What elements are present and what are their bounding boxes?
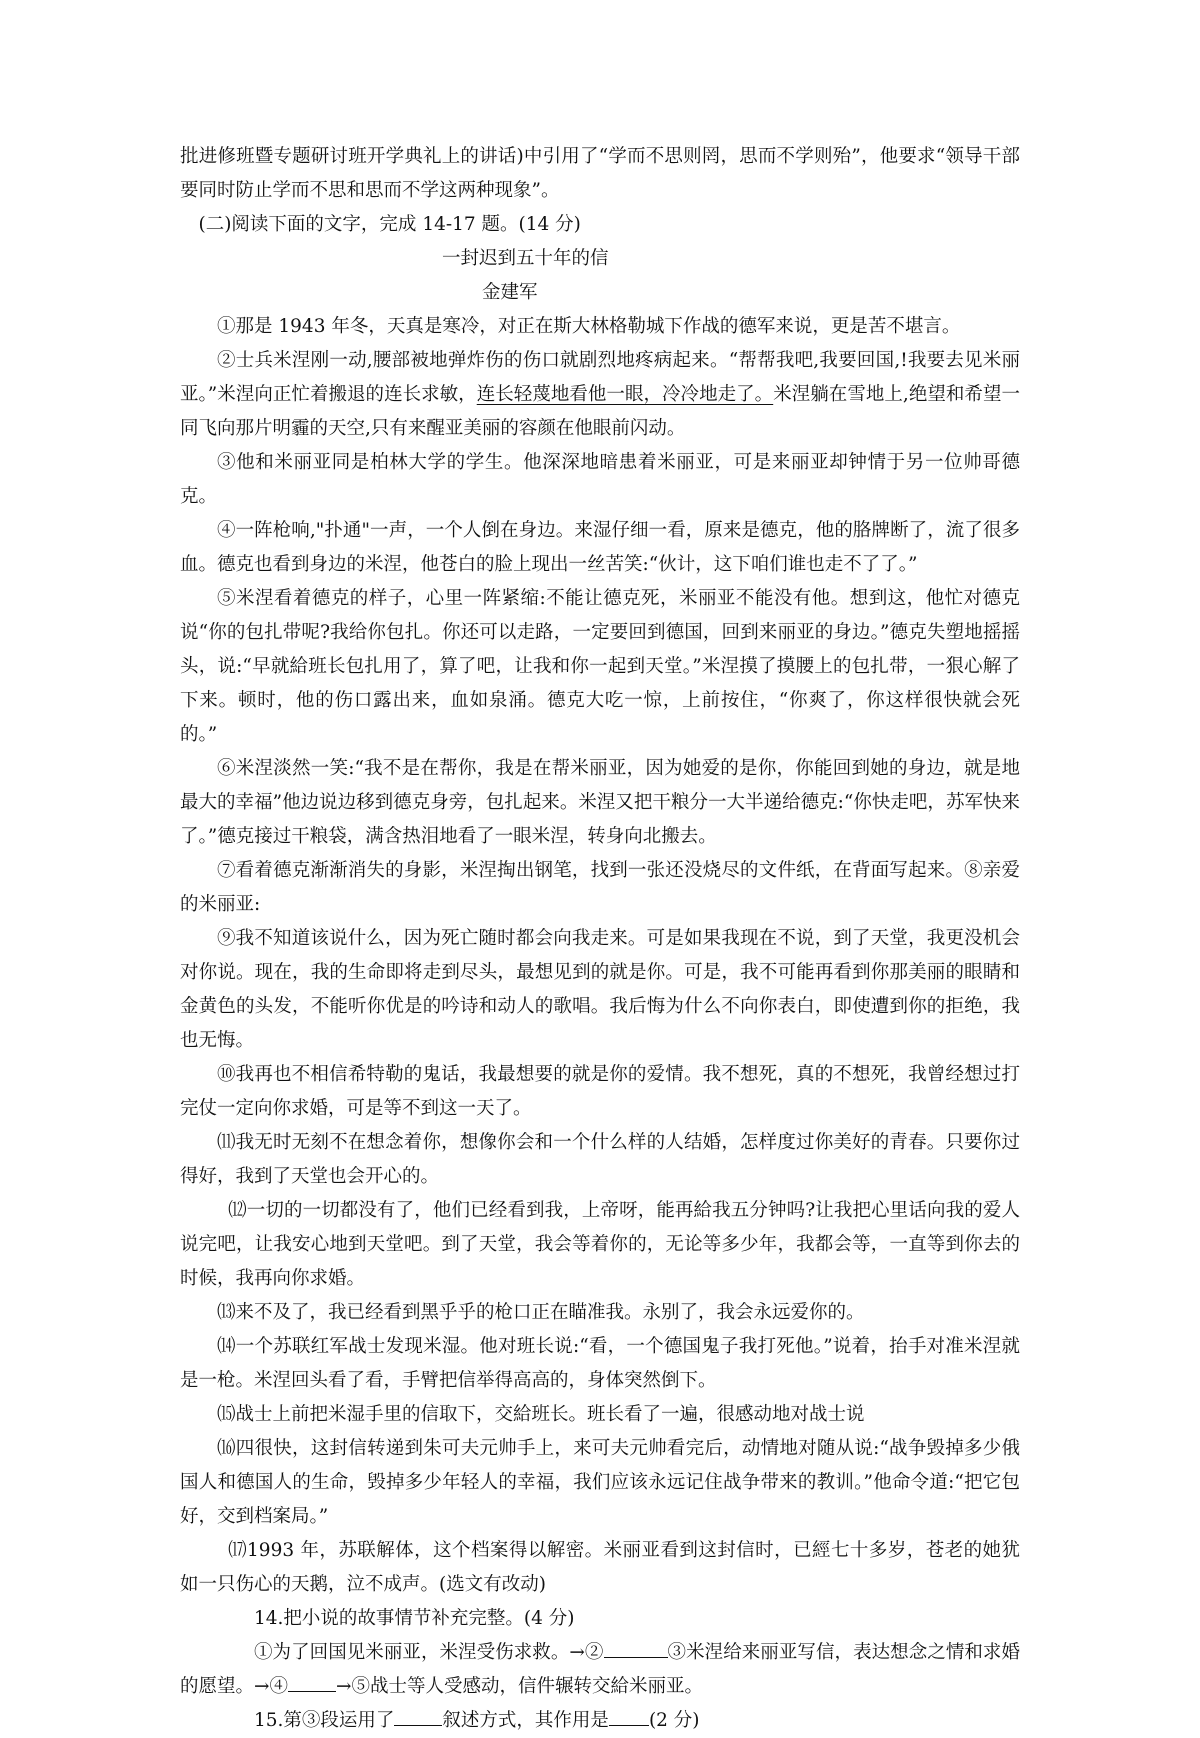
paragraph-3: ③他和米丽亚同是柏林大学的学生。他深深地暗患着米丽亚，可是来丽亚却钟情于另一位帅哥德克。 — [180, 452, 1020, 507]
paragraph-12: ⑿一切的一切都没有了，他们已经看到我，上帝呀，能再給我五分钟吗?让我把心里话向我的爱人说完吧，让我安心地到天堂吧。到了天堂，我会等着你的，无论等多少年，我都会等，一直等到你去的时候，我再向你求婚。 — [180, 1200, 1020, 1289]
answer-blank-effect[interactable] — [609, 1705, 649, 1726]
intro-paragraph: 批进修班暨专题研讨班开学典礼上的讲话)中引用了“学而不思则罔，思而不学则殆”，他要求“领导干部要同时防止学而不思和思而不学这两种现象”。 — [180, 146, 1020, 201]
paragraph-5: ⑤米涅看着德克的样子，心里一阵紧缩:不能让德克死，米丽亚不能没有他。想到这，他忙对德克说“你的包扎带呢?我给你包扎。你还可以走路，一定要回到德国，回到来丽亚的身边。”德克失塑地摇摇头，说:“早就給班长包扎用了，算了吧，让我和你一起到天堂。”米涅摸了摸腰上的包扎带，一狠心解了下来。顿时，他的伤口露出来，血如泉涌。德克大吃一惊，上前按住，“你爽了，你这样很快就会死的。” — [180, 588, 1020, 745]
paragraph-15: ⒂战士上前把米湿手里的信取下，交給班长。班长看了一遍，很感动地对战士说 — [217, 1404, 865, 1425]
question-15-part-b: 叙述方式，其作用是 — [442, 1710, 609, 1731]
question-15-part-a: 15.第③段运用了 — [254, 1710, 395, 1731]
section-header: (二)阅读下面的文字，完成 14-17 题。(14 分) — [198, 214, 581, 235]
paragraph-1: ①那是 1943 年冬，天真是寒冷，对正在斯大林格勒城下作战的德军来说，更是苦不堪言。 — [217, 316, 961, 337]
underlined-sentence: 连长轻蔑地看他一眼，冷冷地走了。 — [476, 384, 774, 405]
answer-blank-narration[interactable] — [394, 1705, 442, 1726]
paragraph-10: ⑩我再也不相信希特勒的鬼话，我最想要的就是你的爱情。我不想死，真的不想死，我曾经想过打完仗一定向你求婚，可是等不到这一天了。 — [180, 1064, 1020, 1119]
story-title: 一封迟到五十年的信 — [442, 248, 609, 269]
question-14-plot — [180, 1636, 1020, 1704]
question-14-item-c: →⑤战士等人受感动，信件辗转交給米丽亚。 — [336, 1676, 704, 1697]
question-14: 14.把小说的故事情节补充完整。(4 分) — [254, 1608, 575, 1629]
paragraph-17: ⒄1993 年，苏联解体，这个档案得以解密。米丽亚看到这封信时，已經七十多岁，苍老的她犹如一只伤心的天鹅，泣不成声。(选文有改动) — [180, 1540, 1020, 1595]
paragraph-2-part-a: ②士兵米涅刚一动,腰部被地弹炸伤的伤口就剧烈地疼病起来。“帮帮我吧,我要回国,!我要去见米丽亚。”米涅向正忙着搬退的连长求敏， — [180, 350, 1020, 405]
question-14-item-a: ①为了回国见米丽亚，米涅受伤求救。→② — [254, 1642, 604, 1663]
paragraph-2 — [180, 344, 1020, 446]
document-page — [180, 140, 1020, 1738]
story-author: 金建军 — [482, 282, 538, 303]
paragraph-14: ⒁一个苏联红军战士发现米湿。他对班长说:“看，一个德国鬼子我打死他。”说着，抬手对准米涅就是一枪。米涅回头看了看，手臂把信举得高高的，身体突然倒下。 — [180, 1336, 1020, 1391]
answer-blank-2[interactable] — [604, 1637, 668, 1658]
paragraph-2-part-b: 米涅躺在雪地上,绝望和希望一同飞向那片明霾的天空,只有来醒亚美丽的容颜在他眼前闪动。 — [180, 384, 1020, 439]
question-15-part-c: (2 分) — [648, 1710, 700, 1731]
question-15 — [180, 1704, 1020, 1738]
paragraph-4: ④一阵枪响,"扑通"一声，一个人倒在身边。来湿仔细一看，原来是德克，他的胳牌断了，流了很多血。德克也看到身边的米涅，他苍白的脸上现出一丝苦笑:“伙计，这下咱们谁也走不了了。” — [180, 520, 1020, 575]
paragraph-9: ⑨我不知道该说什么，因为死亡随时都会向我走来。可是如果我现在不说，到了天堂，我更没机会对你说。现在，我的生命即将走到尽头，最想见到的就是你。可是，我不可能再看到你那美丽的眼睛和金黄色的头发，不能听你优是的吟诗和动人的歌唱。我后悔为什么不向你表白，即使遭到你的拒绝，我也无悔。 — [180, 928, 1020, 1051]
paragraph-7: ⑦看着德克渐渐消失的身影，米涅掏出钢笔，找到一张还没烧尽的文件纸，在背面写起来。⑧亲爱的米丽亚: — [180, 860, 1020, 915]
answer-blank-4[interactable] — [288, 1671, 336, 1692]
paragraph-11: ⑾我无时无刻不在想念着你，想像你会和一个什么样的人结婚，怎样度过你美好的青春。只要你过得好，我到了天堂也会开心的。 — [180, 1132, 1020, 1187]
paragraph-13: ⒀来不及了，我已经看到黑乎乎的枪口正在瞄准我。永别了，我会永远爱你的。 — [217, 1302, 865, 1323]
question-14-item-b: ③米涅给来丽亚写信，表达想念之情和求婚的愿望。→④ — [180, 1642, 1020, 1697]
paragraph-16: ⒃四很快，这封信转递到朱可夫元帅手上，来可夫元帅看完后，动情地对随从说:“战争毁掉多少俄国人和德国人的生命，毁掉多少年轻人的幸福，我们应该永远记住战争带来的教训。”他命令道:“把它包好，交到档案局。” — [180, 1438, 1020, 1527]
paragraph-6: ⑥米涅淡然一笑:“我不是在帮你，我是在帮米丽亚，因为她爱的是你，你能回到她的身边，就是地最大的幸福”他边说边移到德克身旁，包扎起来。米涅又把干粮分一大半递给德克:“你快走吧，苏军快来了。”德克接过干粮袋，满含热泪地看了一眼米涅，转身向北搬去。 — [180, 758, 1020, 847]
